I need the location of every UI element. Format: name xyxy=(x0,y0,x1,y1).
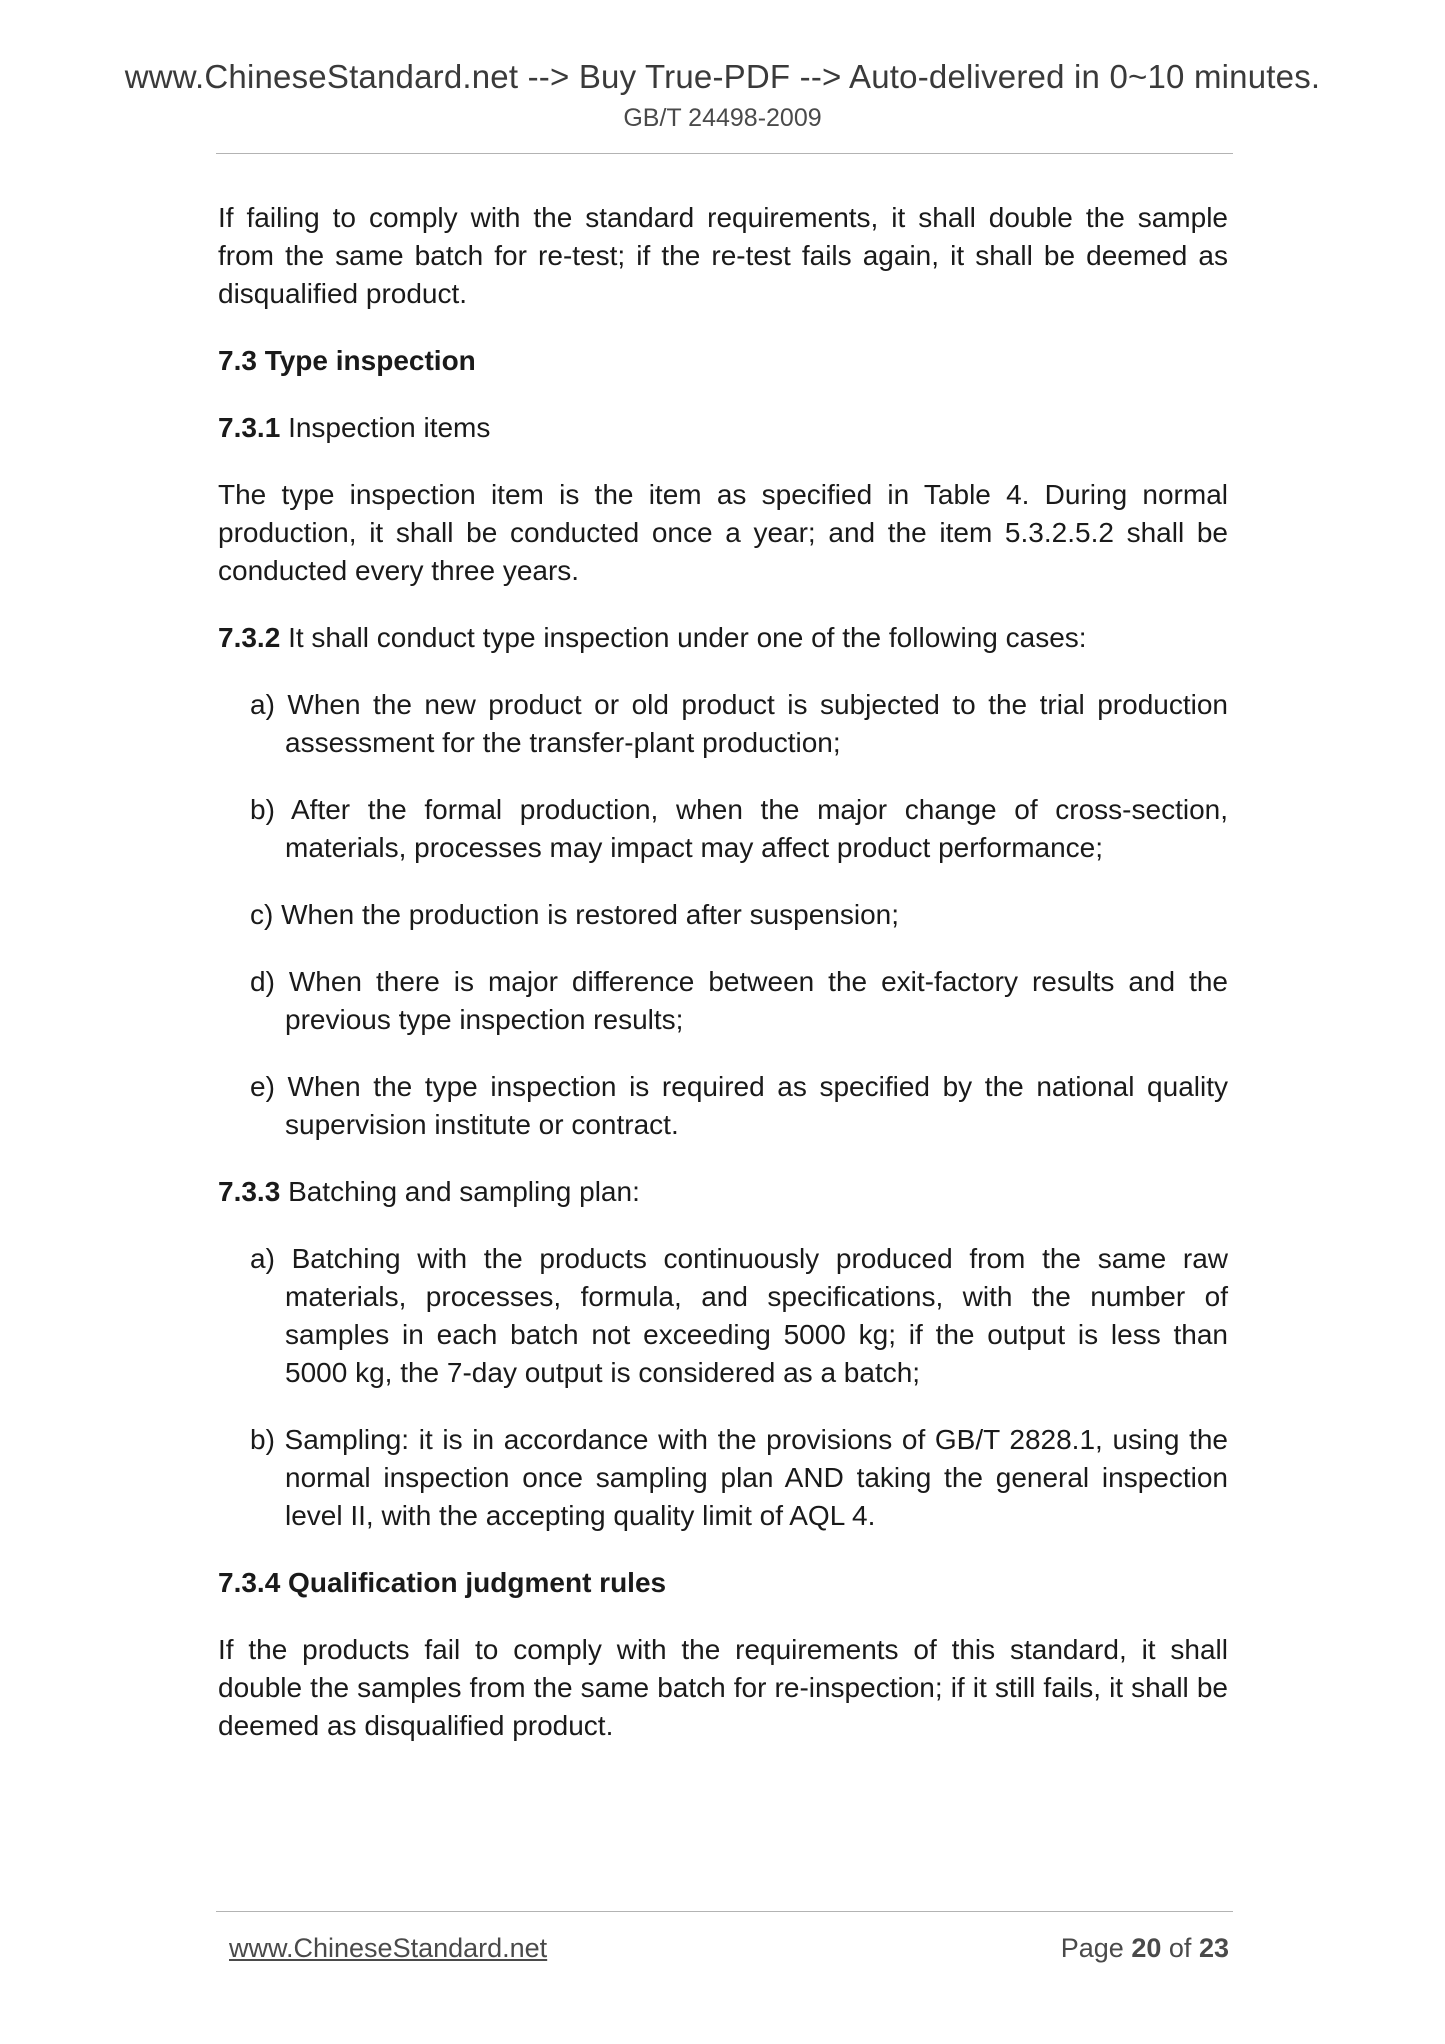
page-of: of xyxy=(1168,1933,1192,1963)
list-item: e) When the type inspection is required as specified by the national quality supervision institute or contract. xyxy=(250,1071,1228,1140)
clause-7-3-4-paragraph: If the products fail to comply with the requirements of this standard, it shall double the samples from the same batch for re-inspection; if it still fails, it shall be deemed as disqualified product. xyxy=(218,1634,1228,1741)
page-word: Page xyxy=(1060,1933,1124,1963)
clause-7-3-1-title xyxy=(218,409,1228,447)
clause-text: Batching and sampling plan: xyxy=(288,1176,640,1207)
footer-divider xyxy=(216,1911,1233,1912)
list-item: b) Sampling: it is in accordance with the provisions of GB/T 2828.1, using the normal inspection once sampling plan AND taking the general inspection level II, with the accepting quality limit of AQL 4. xyxy=(250,1424,1228,1531)
clause-number: 7.3.2 xyxy=(218,622,281,653)
clause-title: Inspection items xyxy=(288,412,491,443)
clause-number: 7.3.3 xyxy=(218,1176,281,1207)
list-item: a) When the new product or old product is subjected to the trial production assessment for the transfer-plant production; xyxy=(250,689,1228,758)
footer-site-link[interactable]: www.ChineseStandard.net xyxy=(229,1933,548,1963)
clause-text: It shall conduct type inspection under one of the following cases: xyxy=(288,622,1087,653)
clause-7-3-1-paragraph: The type inspection item is the item as specified in Table 4. During normal production, it shall be conducted once a year; and the item 5.3.2.5.2 shall be conducted every three years. xyxy=(218,479,1228,586)
page-current: 20 xyxy=(1131,1933,1162,1963)
list-item: c) When the production is restored after suspension; xyxy=(250,899,900,930)
clause-7-3-3-title xyxy=(218,1173,1228,1211)
clause-number: 7.3.1 xyxy=(218,412,281,443)
list-item: d) When there is major difference between the exit-factory results and the previous type inspection results; xyxy=(250,966,1228,1035)
standard-code: GB/T 24498-2009 xyxy=(623,104,822,132)
clause-7-3-2-title xyxy=(218,619,1228,657)
page-indicator xyxy=(1061,1933,1229,1964)
clause-7-3-4-heading: 7.3.4 Qualification judgment rules xyxy=(218,1567,667,1598)
page-body xyxy=(218,199,1228,1774)
intro-paragraph: If failing to comply with the standard requirements, it shall double the sample from the same batch for re-test; if the re-test fails again, it shall be deemed as disqualified product. xyxy=(218,202,1228,309)
section-7-3-heading: 7.3 Type inspection xyxy=(218,345,476,376)
header-banner: www.ChineseStandard.net --> Buy True-PDF --> Auto-delivered in 0~10 minutes. xyxy=(124,58,1321,95)
list-item: b) After the formal production, when the major change of cross-section, materials, processes may impact may affect product performance; xyxy=(250,794,1228,863)
list-item: a) Batching with the products continuously produced from the same raw materials, processes, formula, and specifications, with the number of samples in each batch not exceeding 5000 kg; if the output is less than 5000 kg, the 7-day output is considered as a batch; xyxy=(250,1243,1228,1388)
page-total: 23 xyxy=(1198,1933,1229,1963)
header-divider xyxy=(216,153,1233,154)
